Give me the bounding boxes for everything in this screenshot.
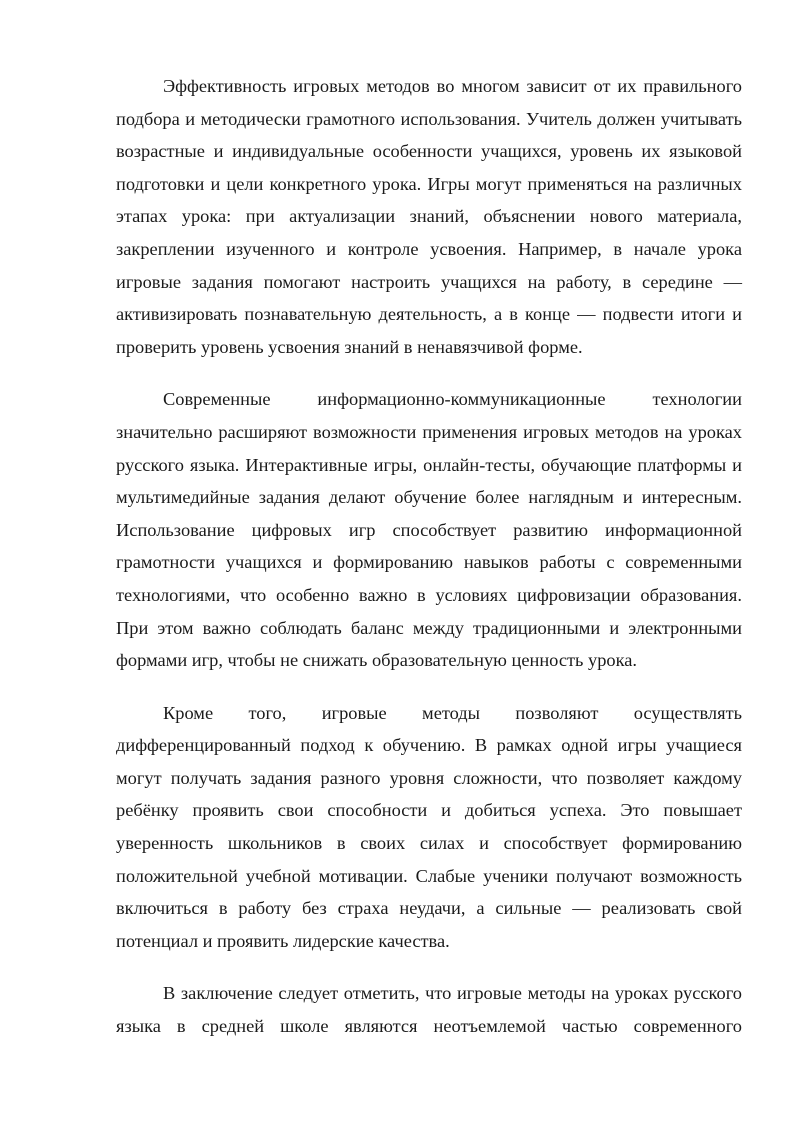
paragraph-differentiated-approach: Кроме того, игровые методы позволяют осуществлять дифференцированный подход к обучению. В рамках одной игры учащиеся могут получать задания разного уровня сложности, что позволяет каждому ребёнку проявить свои способности и добиться успеха. Это повышает уверенность школьников в своих силах и способствует формированию положительной учебной мотивации. Слабые ученики получают возможность включиться в работу без страха неудачи, а сильные — реализовать свой потенциал и проявить лидерские качества. [116, 702, 742, 951]
document-page [116, 70, 742, 1043]
paragraph-conclusion: В заключение следует отметить, что игровые методы на уроках русского языка в средней школе являются неотъемлемой частью современного [116, 983, 742, 1037]
paragraph-ict-technologies: Современные информационно-коммуникационные технологии значительно расширяют возможности применения игровых методов на уроках русского языка. Интерактивные игры, онлайн-тесты, обучающие платформы и мультимедийные задания делают обучение более наглядным и интересным. Использование цифровых игр способствует развитию информационной грамотности учащихся и формированию навыков работы с современными технологиями, что особенно важно в условиях цифровизации образования. При этом важно соблюдать баланс между традиционными и электронными формами игр, чтобы не снижать образовательную ценность урока. [116, 389, 742, 671]
paragraph-game-methods-effectiveness: Эффективность игровых методов во многом зависит от их правильного подбора и методически грамотного использования. Учитель должен учитывать возрастные и индивидуальные особенности учащихся, уровень их языковой подготовки и цели конкретного урока. Игры могут применяться на различных этапах урока: при актуализации знаний, объяснении нового материала, закреплении изученного и контроле усвоения. Например, в начале урока игровые задания помогают настроить учащихся на работу, в середине — активизировать познавательную деятельность, а в конце — подвести итоги и проверить уровень усвоения знаний в ненавязчивой форме. [116, 76, 742, 357]
